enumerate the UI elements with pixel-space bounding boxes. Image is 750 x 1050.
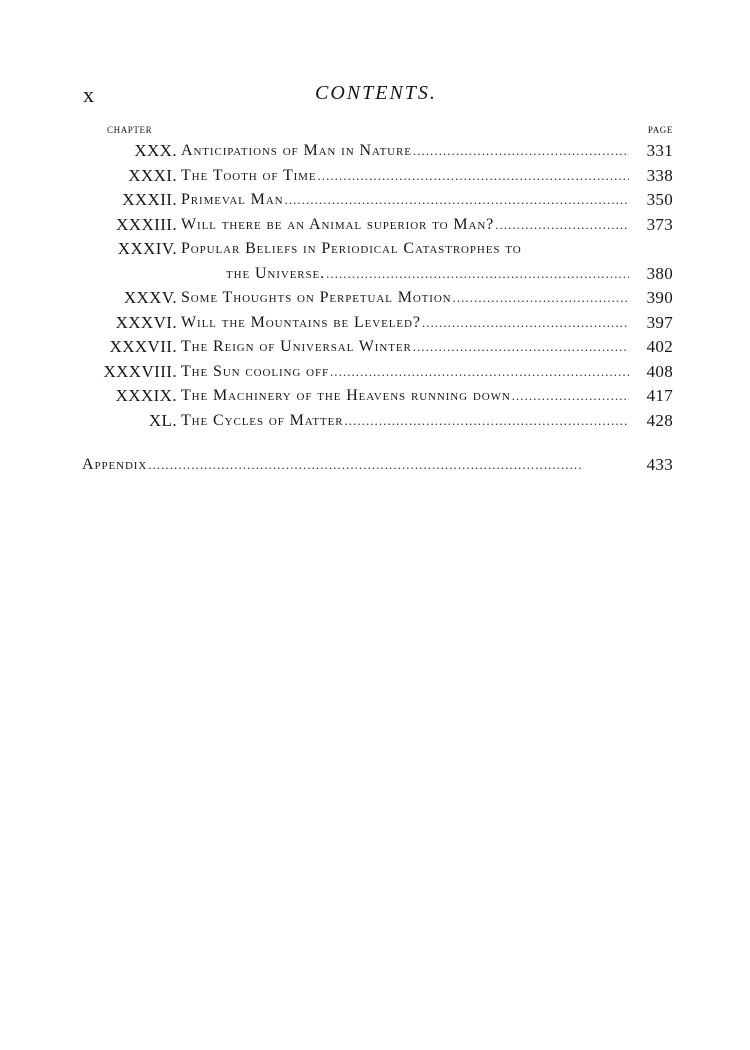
- table-of-contents: [0, 139, 750, 433]
- chapter-title-line: [181, 237, 673, 262]
- page-reference: 373: [646, 214, 673, 234]
- page-reference: 350: [646, 190, 673, 209]
- chapter-title: Popular Beliefs in Periodical Catastrophes to: [181, 240, 522, 257]
- chapter-title-line: [181, 311, 629, 336]
- chapter-title-line: [181, 409, 629, 434]
- chapter-title-line: [181, 164, 629, 189]
- appendix-title: Appendix: [82, 456, 148, 473]
- page-reference: 390: [646, 288, 673, 307]
- dot-leader: [422, 311, 629, 336]
- dot-leader: [413, 139, 629, 164]
- chapter-title-line: [181, 335, 629, 360]
- chapter-number: XXX.: [134, 141, 177, 160]
- chapter-title: Will the Mountains be Leveled?: [181, 313, 421, 331]
- dot-leader: [344, 409, 629, 434]
- dot-leader: [413, 335, 629, 360]
- chapter-title-line: [181, 188, 629, 213]
- chapter-title-line: [181, 213, 629, 238]
- dot-leader: [317, 164, 629, 189]
- chapter-title: Will there be an Animal superior to Man?: [181, 215, 495, 233]
- toc-entry: [0, 164, 750, 189]
- chapter-title-line: [181, 139, 629, 164]
- page-reference: 408: [646, 361, 673, 381]
- chapter-title: Primeval Man: [181, 191, 284, 208]
- toc-entry: [0, 139, 750, 164]
- chapter-number: XL.: [148, 410, 177, 430]
- page-reference: 338: [646, 165, 673, 185]
- dot-leader: [285, 188, 629, 213]
- dot-leader: [453, 286, 629, 311]
- chapter-title: The Tooth of Time: [181, 166, 317, 184]
- dot-leader: [495, 213, 629, 238]
- chapter-title: Anticipations of Man in Nature: [181, 142, 412, 159]
- dot-leader: [512, 384, 629, 409]
- chapter-number: XXXIX.: [115, 386, 177, 405]
- toc-entry: [0, 213, 750, 238]
- toc-entry: [0, 188, 750, 213]
- page-reference: 428: [646, 410, 673, 430]
- page-reference: 402: [646, 337, 673, 356]
- toc-entry: [0, 286, 750, 311]
- chapter-number: XXXI.: [128, 165, 177, 185]
- chapter-title-line: [181, 360, 629, 385]
- chapter-number: XXXII.: [122, 190, 177, 209]
- chapter-title: Some Thoughts on Perpetual Motion: [181, 289, 452, 306]
- chapter-title-line: [226, 262, 629, 287]
- toc-entry: [0, 384, 750, 409]
- toc-entry: [0, 360, 750, 385]
- toc-entry: [0, 311, 750, 336]
- toc-entry: [0, 237, 750, 262]
- chapter-column-header: CHAPTER: [107, 125, 153, 135]
- chapter-title: The Cycles of Matter: [181, 411, 344, 429]
- running-head: CONTENTS.: [315, 82, 437, 104]
- dot-leader: [326, 262, 629, 287]
- toc-entry: [0, 409, 750, 434]
- chapter-title-line: [181, 384, 629, 409]
- chapter-title-continued: the Universe.: [226, 264, 326, 282]
- chapter-number: XXXVI.: [115, 312, 177, 332]
- appendix-entry: [0, 452, 750, 478]
- chapter-number: XXXVII.: [109, 337, 177, 356]
- chapter-title-line: [181, 286, 629, 311]
- toc-entry-continuation: [0, 262, 750, 287]
- page-reference: 380: [646, 263, 673, 283]
- dot-leader: [330, 360, 629, 385]
- chapter-title: The Sun cooling off: [181, 362, 329, 380]
- page-number: x: [83, 82, 95, 107]
- appendix-title-line: [82, 452, 628, 478]
- dot-leader: [148, 452, 628, 478]
- toc-entry: [0, 335, 750, 360]
- page-reference: 433: [646, 455, 673, 474]
- chapter-number: XXXV.: [123, 288, 177, 307]
- chapter-title: The Machinery of the Heavens running down: [181, 387, 511, 404]
- page-reference: 331: [646, 141, 673, 160]
- page-column-header: PAGE: [647, 125, 673, 135]
- chapter-number: XXXIII.: [116, 214, 177, 234]
- chapter-number: XXXIV.: [117, 239, 177, 258]
- chapter-number: XXXVIII.: [103, 361, 177, 381]
- chapter-title: The Reign of Universal Winter: [181, 338, 412, 355]
- page-reference: 397: [646, 312, 673, 332]
- page-reference: 417: [646, 386, 673, 405]
